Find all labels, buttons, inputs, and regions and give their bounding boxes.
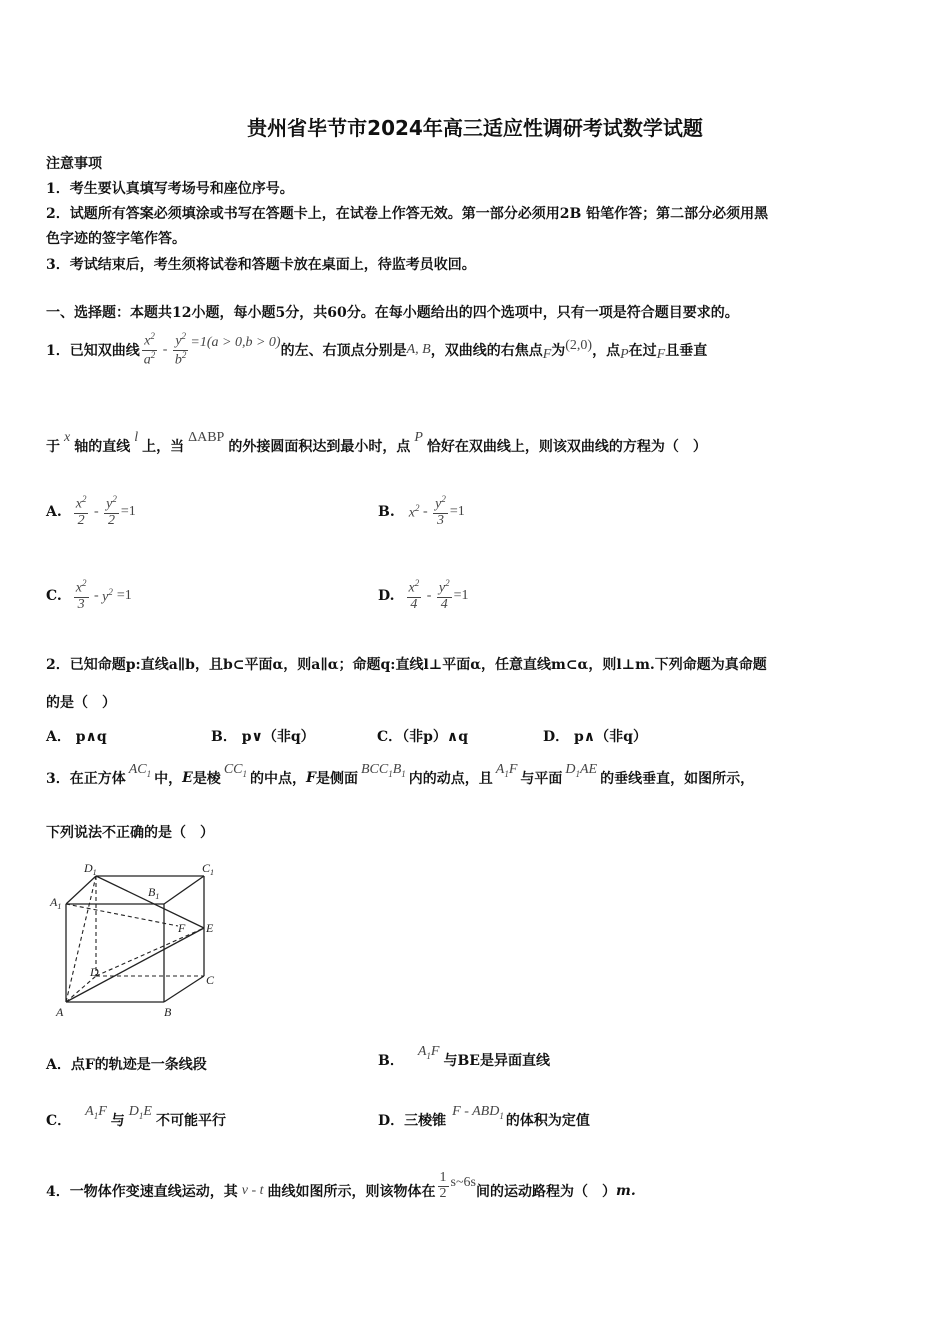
question-4 bbox=[46, 1166, 636, 1216]
option-label: B． bbox=[378, 1053, 404, 1069]
q1-text: ，双曲线的右焦点 bbox=[430, 343, 543, 359]
label-c: C bbox=[206, 973, 215, 987]
notice-item: 2．试题所有答案必须填涂或书写在答题卡上，在试卷上作答无效。第一部分必须用2B 铅笔作答；第二部分必须用黑 bbox=[46, 206, 769, 222]
q4-text: 间的运动路程为（ ） bbox=[476, 1184, 616, 1200]
question-1-line-1: 1．已知双曲线 $\frac{x^2}{a^2}$ - $\frac{y^2}{b^2}$ =1(a > 0,b > 0) 的左、右顶点分别是 A, B ，双曲线的右焦点 F 为 (2,0) ，点 P 在过 F 且垂直 bbox=[46, 331, 708, 368]
label-b: B bbox=[164, 1005, 172, 1019]
q3-option-c[interactable]: C． $A_1F$ 与 $D_1E$ 不可能平行 bbox=[46, 1103, 226, 1129]
q1-text: 上，当 bbox=[142, 439, 185, 455]
q4-range: s~6s bbox=[450, 1175, 476, 1190]
q3-F: F bbox=[306, 770, 316, 786]
option-label: A. bbox=[46, 504, 62, 520]
q3-cube: $AC_1$ bbox=[128, 761, 152, 779]
label-f: F bbox=[178, 921, 186, 935]
q3-text: 是棱 bbox=[192, 771, 221, 787]
q3-option-d[interactable]: D．三棱锥 F - $ABD_1$ 的体积为定值 bbox=[378, 1103, 590, 1129]
q1-text: 的左、右顶点分别是 bbox=[280, 343, 407, 359]
question-3-line-2: 下列说法不正确的是（ ） bbox=[46, 825, 214, 841]
q1-option-a[interactable]: A. $\frac{x^2}{2}$ - $\frac{y^2}{2}$ =1 bbox=[46, 494, 136, 528]
q1-text: 恰好在双曲线上，则该双曲线的方程为（ ） bbox=[426, 439, 707, 455]
page-title: 贵州省毕节市2024年高三适应性调研考试数学试题 bbox=[247, 116, 703, 140]
label-c1: $C_1$ bbox=[202, 861, 215, 877]
q1-text: 在过 bbox=[628, 343, 657, 359]
q3-plane: $D_1AE$ bbox=[565, 761, 598, 779]
frac: $\frac{y^2}{3}$ bbox=[435, 494, 446, 528]
q1-text: 且垂直 bbox=[665, 343, 708, 359]
q1-text: 轴的直线 bbox=[74, 439, 131, 455]
label-b1: $B_1$ bbox=[148, 885, 160, 901]
q1-option-c[interactable]: C. $\frac{x^2}{3}$ - $y^2$ =1 bbox=[46, 578, 132, 612]
q2-option-a[interactable]: A． p∧q bbox=[46, 729, 107, 745]
q1-text: 的外接圆面积达到最小时，点 bbox=[228, 439, 411, 455]
edge bbox=[66, 876, 96, 904]
frac: $\frac{x^2}{3}$ bbox=[75, 578, 87, 612]
q1-x: x bbox=[64, 430, 71, 445]
q3-text: 与平面 bbox=[520, 771, 563, 787]
q2-option-b[interactable]: B． p∨（非q） bbox=[211, 729, 315, 745]
q1-option-d[interactable]: D. $\frac{x^2}{4}$ - $\frac{y^2}{4}$ =1 bbox=[378, 578, 469, 612]
eq: =1 bbox=[453, 588, 469, 603]
option-text: 的体积为定值 bbox=[505, 1113, 590, 1129]
label-a1: $A_1$ bbox=[50, 895, 62, 911]
option-label: D．三棱锥 bbox=[378, 1113, 447, 1129]
q1-eq-tail: =1(a > 0,b > 0) bbox=[190, 335, 281, 350]
frac: $\frac{y^2}{2}$ bbox=[106, 494, 117, 528]
label-d: D bbox=[90, 965, 99, 979]
question-1-line-2 bbox=[46, 428, 707, 464]
q3-option-a[interactable]: A．点F的轨迹是一条线段 bbox=[46, 1057, 207, 1073]
option-label: C． bbox=[46, 1113, 72, 1129]
option-label: D. bbox=[378, 588, 395, 604]
q1-frac-y: $\frac{y^2}{b^2}$ bbox=[174, 331, 187, 368]
q1-l: l bbox=[134, 430, 139, 445]
question-2-line-1: 2．已知命题p:直线a∥b，且b⊂平面α，则a∥α；命题q:直线l⊥平面α，任意直线m⊂α，则l⊥m.下列命题为真命题 bbox=[46, 657, 767, 673]
hidden-edge bbox=[66, 876, 96, 1002]
q4-frac: $\frac{1}{2}$ bbox=[439, 1169, 447, 1201]
q3-option-b[interactable]: B． $A_1F$ 与BE是异面直线 bbox=[378, 1043, 550, 1069]
eq: =1 bbox=[120, 504, 136, 519]
hidden-edge bbox=[96, 928, 204, 976]
q2-option-d[interactable]: D． p∧（非q） bbox=[543, 729, 647, 745]
q1-P2: P bbox=[414, 430, 423, 445]
eq: =1 bbox=[116, 588, 132, 603]
q1-F: F bbox=[542, 347, 552, 362]
option-label: B. bbox=[378, 504, 395, 520]
q3-text: 内的动点，且 bbox=[408, 771, 493, 787]
q3-text: 3．在正方体 bbox=[46, 771, 126, 787]
option-text: 与BE是异面直线 bbox=[443, 1053, 550, 1069]
label-d1: $D_1$ bbox=[84, 861, 97, 877]
q3-E: E bbox=[182, 770, 193, 786]
question-3-line-1 bbox=[46, 758, 754, 798]
edge bbox=[164, 976, 204, 1002]
q3-a1f: $A_1F$ bbox=[495, 761, 518, 779]
q1-coord: (2,0) bbox=[565, 338, 593, 353]
option-text: 与 bbox=[110, 1113, 125, 1129]
q3-text: 中， bbox=[154, 771, 183, 787]
q1-option-b[interactable]: B. $x^2$ - $\frac{y^2}{3}$ =1 bbox=[378, 494, 465, 528]
q4-text: 曲线如图所示，则该物体在 bbox=[267, 1184, 436, 1200]
q1-text: ，点 bbox=[592, 343, 621, 359]
q1-ab: A, B bbox=[406, 342, 431, 357]
q3-text: 的垂线垂直，如图所示， bbox=[600, 771, 755, 787]
notice-item: 3．考试结束后，考生须将试卷和答题卡放在桌面上，待监考员收回。 bbox=[46, 257, 476, 273]
q3-edge: $CC_1$ bbox=[223, 761, 247, 779]
notice-item: 色字迹的签字笔作答。 bbox=[46, 231, 186, 247]
notice-item: 1．考生要认真填写考场号和座位序号。 bbox=[46, 181, 294, 197]
option-text: 不可能平行 bbox=[155, 1113, 226, 1129]
question-2-line-2: 的是（ ） bbox=[46, 695, 116, 711]
q1-prefix: 1．已知双曲线 bbox=[46, 343, 140, 359]
cube-figure bbox=[46, 858, 226, 1022]
eq: =1 bbox=[449, 504, 465, 519]
label-e: E bbox=[206, 921, 214, 935]
q4-vt: v - t bbox=[241, 1183, 264, 1198]
frac: $\frac{x^2}{2}$ bbox=[75, 494, 87, 528]
q1-frac-x: $\frac{x^2}{a^2}$ bbox=[143, 331, 156, 368]
q1-text: 于 bbox=[46, 439, 60, 455]
q1-P: P bbox=[620, 347, 629, 362]
q3-face: $BCC_1B_1$ bbox=[360, 761, 406, 779]
q2-option-c[interactable]: C．（非p）∧q bbox=[377, 729, 469, 745]
q4-text: 4．一物体作变速直线运动，其 bbox=[46, 1184, 238, 1200]
frac: $\frac{y^2}{4}$ bbox=[438, 578, 450, 612]
q4-unit: m. bbox=[616, 1183, 636, 1199]
q3-text: 的中点， bbox=[250, 771, 306, 787]
label-a: A bbox=[56, 1005, 64, 1019]
edge bbox=[66, 928, 204, 1002]
q3-text: 是侧面 bbox=[315, 771, 358, 787]
option-label: C. bbox=[46, 588, 62, 604]
notice-heading: 注意事项 bbox=[46, 156, 102, 172]
edge bbox=[164, 876, 204, 904]
q1-text: 为 bbox=[551, 343, 566, 359]
q1-tri: ΔABP bbox=[188, 430, 225, 445]
section-heading: 一、选择题：本题共12小题，每小题5分，共60分。在每小题给出的四个选项中，只有一项是符合题目要求的。 bbox=[46, 305, 739, 321]
q1-F2: F bbox=[656, 347, 666, 362]
frac: $\frac{x^2}{4}$ bbox=[408, 578, 420, 612]
